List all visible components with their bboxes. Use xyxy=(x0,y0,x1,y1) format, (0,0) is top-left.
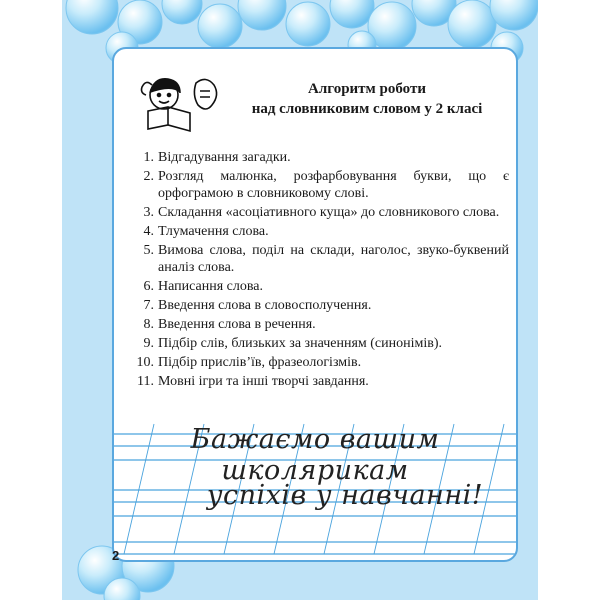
step-text: Підбір слів, близьких за значенням (синонімів). xyxy=(158,336,443,351)
list-item xyxy=(124,204,509,221)
wish-line-2: успіхів у навчанні! xyxy=(206,480,484,511)
page-title xyxy=(232,79,502,119)
content-card xyxy=(112,47,518,562)
list-item xyxy=(124,354,509,371)
step-number: 7 . xyxy=(124,297,154,314)
step-number: 2 . xyxy=(124,168,154,185)
step-number: 1 . xyxy=(124,149,154,166)
step-number: 8 . xyxy=(124,316,154,333)
step-text: Введення слова в речення. xyxy=(158,317,316,332)
list-item xyxy=(124,278,509,295)
step-text: Тлумачення слова. xyxy=(158,224,269,239)
title-line-2: над словниковим словом у 2 класі xyxy=(251,101,483,117)
step-text: Відгадування загадки. xyxy=(158,150,291,165)
step-text: Розгляд малюнка, розфарбовування букви, що є орфограмою в словниковому слові. xyxy=(158,169,509,201)
handwritten-wish xyxy=(114,414,516,562)
step-text: Підбір прислів’їв, фразеологізмів. xyxy=(158,355,362,370)
page-number: 2 xyxy=(112,548,120,563)
step-number: 9 . xyxy=(124,335,154,352)
reading-girl-illustration xyxy=(134,71,224,133)
step-number: 10 . xyxy=(124,354,154,371)
step-number: 11 . xyxy=(124,373,154,390)
step-text: Мовні ігри та інші творчі завдання. xyxy=(158,374,369,389)
step-text: Складання «асоціативного куща» до словникового слова. xyxy=(158,205,500,220)
step-number: 6 . xyxy=(124,278,154,295)
list-item xyxy=(124,168,509,202)
list-item xyxy=(124,316,509,333)
step-number: 3 . xyxy=(124,204,154,221)
list-item xyxy=(124,149,509,166)
list-item xyxy=(124,242,509,276)
algorithm-steps-list xyxy=(124,149,509,392)
title-line-1: Алгоритм роботи xyxy=(308,81,426,97)
wish-line-1: Бажаємо вашим школярикам xyxy=(190,424,440,486)
list-item xyxy=(124,335,509,352)
list-item xyxy=(124,297,509,314)
step-text: Введення слова в словосполучення. xyxy=(158,298,372,313)
list-item xyxy=(124,223,509,240)
step-number: 5 . xyxy=(124,242,154,259)
step-number: 4 . xyxy=(124,223,154,240)
step-text: Вимова слова, поділ на склади, наголос, звуко-буквений аналіз слова. xyxy=(158,243,509,275)
list-item xyxy=(124,373,509,390)
step-text: Написання слова. xyxy=(158,279,263,294)
page xyxy=(62,0,538,600)
